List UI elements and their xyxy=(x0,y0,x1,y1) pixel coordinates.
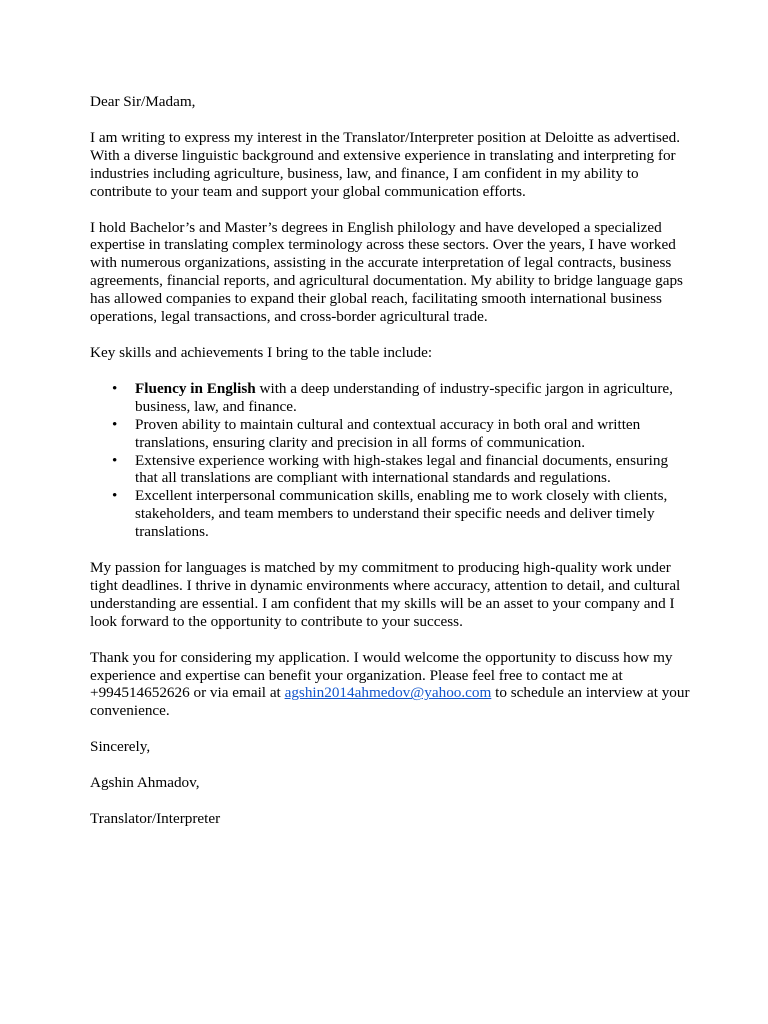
skill-text: Proven ability to maintain cultural and contextual accuracy in both oral and written translations, ensuring clarity and precision in all forms of communication. xyxy=(135,415,641,451)
bullet-icon: • xyxy=(112,415,118,433)
signature-name: Agshin Ahmadov, xyxy=(90,774,200,792)
skills-list xyxy=(90,380,690,541)
cover-letter xyxy=(90,93,690,846)
thanks-paragraph xyxy=(90,649,690,721)
list-item xyxy=(90,452,690,488)
thanks-text: Thank you for considering my application. I would welcome the opportunity to discuss how my experience and expertise can benefit your organization. Please feel free to contact me at +994514652626 or via email at xyxy=(90,648,673,702)
bullet-icon: • xyxy=(112,451,118,469)
background-paragraph: I hold Bachelor’s and Master’s degrees in English philology and have developed a specialized expertise in translating complex terminology across these sectors. Over the years, I have worked with numerous organizations, assisting in the accurate interpretation of legal contracts, business agreements, financial reports, and agricultural documentation. My ability to bridge language gaps has allowed companies to expand their global reach, facilitating smooth international business operations, legal transactions, and cross-border agricultural trade. xyxy=(90,218,683,326)
salutation: Dear Sir/Madam, xyxy=(90,93,196,110)
skill-bold-label: Fluency in English xyxy=(135,379,256,397)
skill-text: with a deep understanding of industry-specific jargon in agriculture, business, law, and finance. xyxy=(135,379,673,415)
bullet-icon: • xyxy=(112,379,118,397)
email-link[interactable]: agshin2014ahmedov@yahoo.com xyxy=(284,684,492,702)
list-item xyxy=(90,380,690,416)
bullet-icon: • xyxy=(112,487,118,505)
closing: Sincerely, xyxy=(90,738,151,756)
thanks-text-end: to schedule an interview at your convenience. xyxy=(90,684,690,720)
list-item xyxy=(90,416,690,452)
intro-paragraph: I am writing to express my interest in the Translator/Interpreter position at Deloitte as advertised. With a diverse linguistic background and extensive experience in translating and interpreting for industries including agriculture, business, law, and finance, I am confident in my ability to contribute to your team and support your global communication efforts. xyxy=(90,128,681,200)
passion-paragraph: My passion for languages is matched by my commitment to producing high-quality work under tight deadlines. I thrive in dynamic environments where accuracy, attention to detail, and cultural understanding are essential. I am confident that my skills will be an asset to your company and I look forward to the opportunity to contribute to your success. xyxy=(90,559,681,630)
signature-title: Translator/Interpreter xyxy=(90,810,221,828)
list-item xyxy=(90,487,690,541)
skill-text: Excellent interpersonal communication skills, enabling me to work closely with clients, stakeholders, and team members to understand their specific needs and deliver timely translations. xyxy=(135,487,668,541)
skills-intro: Key skills and achievements I bring to the table include: xyxy=(90,343,433,361)
skill-text: Extensive experience working with high-stakes legal and financial documents, ensuring that all translations are compliant with international standards and regulations. xyxy=(135,451,669,487)
